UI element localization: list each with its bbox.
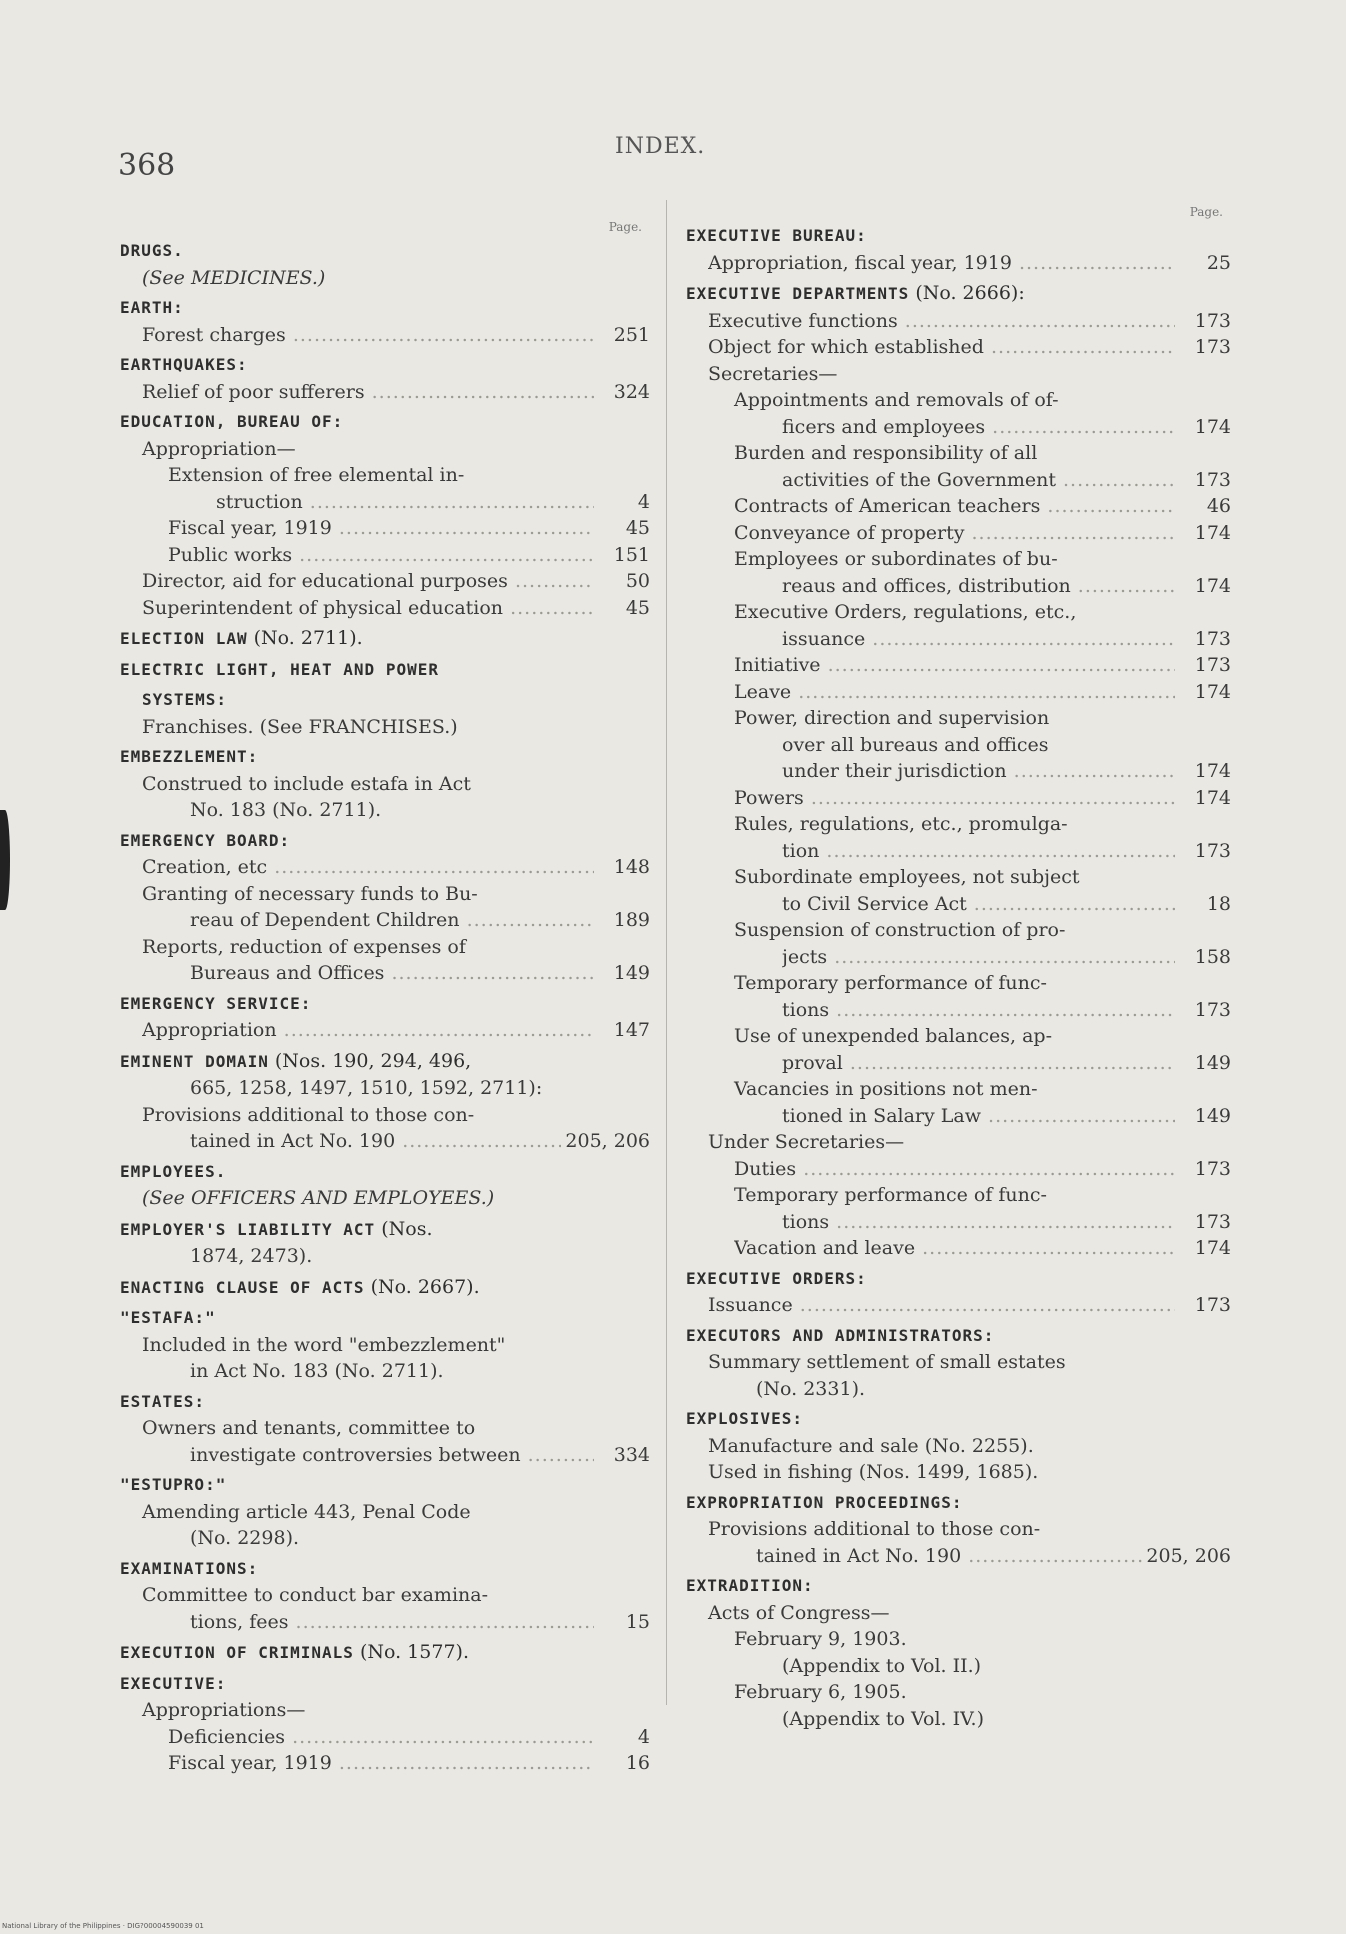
entry-page-ref: 50 [594,568,650,595]
entry-page-ref: 173 [1175,308,1231,335]
entry-page-ref: 173 [1175,652,1231,679]
entry-text: (Appendix to Vol. IV.) [782,1707,984,1730]
entry-text: EMERGENCY BOARD: [120,830,291,850]
index-heading [120,295,650,322]
index-heading [686,1490,1231,1517]
entry-page-ref: 173 [1175,467,1231,494]
index-entry [120,1724,650,1751]
entry-text: Temporary performance of func- [734,1184,1047,1206]
page-edge-shadow [0,810,10,910]
index-entry [686,1679,1231,1706]
index-entry [120,1609,650,1636]
index-entry [686,970,1231,997]
index-entry [686,1076,1231,1103]
entry-text: reaus and offices, distribution ..... [782,573,1231,600]
entry-page-ref: 173 [1175,1209,1231,1236]
index-entry [120,1332,650,1359]
entry-text: tions ..... [782,997,1231,1024]
index-entry [686,1235,1231,1262]
entry-page-ref: 334 [594,1442,650,1469]
entry-page-ref: 4 [594,1724,650,1751]
index-entry [686,573,1231,600]
entry-text: Powers ..... [734,785,1231,812]
entry-text: "ESTAFA:" [120,1308,216,1327]
index-heading [120,657,650,684]
index-entry [120,595,650,622]
entry-page-ref: 205, 206 [1142,1543,1231,1570]
entry-text: Burden and responsibility of all [734,442,1038,464]
entry-text: (See MEDICINES.) [142,266,326,289]
entry-text: Executive functions ..... [708,308,1231,335]
index-entry [686,361,1231,388]
index-entry [120,1750,650,1777]
entry-page-ref: 18 [1175,891,1231,918]
index-entry [686,1103,1231,1130]
index-entry [686,440,1231,467]
index-entry [686,944,1231,971]
index-entry [686,414,1231,441]
index-entry [686,1050,1231,1077]
entry-page-ref: 158 [1175,944,1231,971]
index-entry [686,520,1231,547]
index-entry [686,1292,1231,1319]
index-heading [120,687,650,714]
entry-text: Summary settlement of small estates [708,1351,1066,1373]
entry-text: proval ..... [782,1050,1231,1077]
index-entry [120,1075,650,1102]
entry-text: Appropriation, fiscal year, 1919 ..... [708,250,1231,277]
entry-text: EXECUTION OF CRIMINALS (No. 1577). [120,1641,469,1663]
entry-text: (No. 2331). [756,1377,866,1400]
index-entry [120,1102,650,1129]
entry-text: Reports, reduction of expenses of [142,935,466,958]
entry-text: 1874, 2473). [190,1245,313,1267]
index-entry [686,811,1231,838]
entry-text: Employees or subordinates of bu- [734,548,1058,570]
entry-text: EXECUTIVE DEPARTMENTS (No. 2666): [686,282,1025,304]
right-entries [686,223,1231,1732]
index-entry [686,1209,1231,1236]
entry-text: "ESTUPRO:" [120,1475,227,1494]
index-entry [120,854,650,881]
entry-act-number: (No. 1577). [353,1641,469,1663]
index-heading [120,1048,650,1076]
entry-text: EXECUTORS AND ADMINISTRATORS: [686,1325,995,1345]
index-entry [686,1129,1231,1156]
index-heading [686,1573,1231,1600]
entry-page-ref: 45 [594,515,650,542]
index-entry [686,334,1231,361]
entry-text: Conveyance of property ..... [734,520,1231,547]
index-heading [120,1556,650,1583]
entry-page-ref: 16 [594,1750,650,1777]
index-entry [686,732,1231,759]
index-heading [686,223,1231,250]
entry-text: No. 183 (No. 2711). [190,799,382,821]
entry-page-ref: 173 [1175,334,1231,361]
entry-text: Under Secretaries— [708,1131,905,1153]
entry-text: Bureaus and Offices ..... [190,960,650,987]
entry-text: EMPLOYER'S LIABILITY ACT (Nos. [120,1217,433,1240]
entry-text: Fiscal year, 1919 ..... [168,515,650,542]
index-heading [120,1472,650,1499]
index-entry [686,891,1231,918]
index-entry [686,785,1231,812]
scan-footer: National Library of the Philippines · DIG?00004590039 01 [2,1922,204,1930]
entry-page-ref: 174 [1175,679,1231,706]
index-entry [120,1017,650,1044]
index-entry [686,1653,1231,1680]
entry-page-ref: 174 [1175,785,1231,812]
entry-page-ref: 251 [594,322,650,349]
index-heading [120,744,650,771]
index-heading [686,1323,1231,1350]
entry-page-ref: 149 [594,960,650,987]
entry-text: EMBEZZLEMENT: [120,747,259,766]
entry-text: SYSTEMS: [142,690,228,709]
index-entry [686,1349,1231,1376]
entry-act-number: (No. 2711). [247,627,363,649]
index-entry [120,934,650,961]
entry-page-ref: 189 [594,907,650,934]
entry-text: Suspension of construction of pro- [734,919,1066,941]
index-entry [120,1442,650,1469]
entry-text: tion ..... [782,838,1231,865]
entry-text: in Act No. 183 (No. 2711). [190,1360,444,1382]
page-column-label: Page. [608,220,642,234]
index-entry [120,1358,650,1385]
index-entry [120,568,650,595]
index-heading [686,1266,1231,1293]
entry-text: Public works ..... [168,542,650,569]
entry-page-ref: 25 [1175,250,1231,277]
entry-text: ficers and employees ..... [782,414,1231,441]
entry-text: Vacation and leave ..... [734,1235,1231,1262]
entry-page-ref: 174 [1175,758,1231,785]
entry-text: Vacancies in positions not men- [734,1078,1038,1100]
entry-page-ref: 46 [1175,493,1231,520]
page-number: 368 [118,148,176,183]
index-entry [686,864,1231,891]
index-entry [686,917,1231,944]
entry-text: Director, aid for educational purposes ..... [142,568,650,595]
index-entry [686,599,1231,626]
index-heading [120,1671,650,1698]
entry-text: tained in Act No. 190 ..... [756,1543,1231,1570]
entry-text: February 9, 1903. [734,1628,907,1650]
entry-page-ref: 148 [594,854,650,881]
index-column-left [120,220,650,1777]
entry-text: EARTH: [120,298,184,317]
column-divider [666,200,667,1705]
entry-text: Contracts of American teachers ..... [734,493,1231,520]
index-entry [686,705,1231,732]
index-entry [686,1459,1231,1486]
index-heading [120,352,650,379]
entry-text: Committee to conduct bar examina- [142,1584,489,1606]
entry-page-ref: 45 [594,595,650,622]
entry-text: Rules, regulations, etc., promulga- [734,813,1068,835]
entry-text: Relief of poor sufferers ..... [142,379,650,406]
index-entry [120,1243,650,1270]
index-heading [120,625,650,653]
entry-text: Owners and tenants, committee to [142,1417,476,1439]
entry-text: Appropriation— [142,437,296,460]
entry-act-number: (Nos. [375,1217,433,1240]
entry-text: Amending article 443, Penal Code [142,1500,471,1523]
index-entry [686,679,1231,706]
entry-text: Appropriation ..... [142,1017,650,1044]
left-entries [120,238,650,1777]
entry-text: activities of the Government ..... [782,467,1231,494]
index-entry [686,387,1231,414]
entry-text: Subordinate employees, not subject [734,866,1080,888]
index-entry [120,542,650,569]
entry-text: Granting of necessary funds to Bu- [142,882,478,905]
index-column-right [686,205,1231,1732]
index-entry [120,322,650,349]
entry-text: Deficiencies ..... [168,1724,650,1751]
entry-page-ref: 174 [1175,573,1231,600]
index-entry [120,379,650,406]
entry-text: ELECTION LAW (No. 2711). [120,627,363,649]
index-entry [120,1525,650,1552]
entry-text: tained in Act No. 190 ..... [190,1128,650,1155]
entry-text: Executive Orders, regulations, etc., [734,601,1077,623]
entry-text: (No. 2298). [190,1527,300,1549]
index-entry [686,626,1231,653]
index-heading [120,1389,650,1416]
entry-text: EARTHQUAKES: [120,355,248,374]
entry-page-ref: 173 [1175,1292,1231,1319]
entry-act-number: (No. 2666): [909,282,1025,304]
index-entry [120,797,650,824]
entry-text: ELECTRIC LIGHT, HEAT AND POWER [120,659,439,679]
index-entry [686,1706,1231,1733]
entry-page-ref: 173 [1175,1156,1231,1183]
index-entry [120,1582,650,1609]
entry-text: (See OFFICERS AND EMPLOYEES.) [142,1187,495,1209]
entry-text: ENACTING CLAUSE OF ACTS (No. 2667). [120,1275,480,1298]
entry-text: Fiscal year, 1919 ..... [168,1750,650,1777]
entry-page-ref: 173 [1175,838,1231,865]
index-heading [120,238,650,265]
entry-text: EMERGENCY SERVICE: [120,993,312,1013]
entry-text: Duties ..... [734,1156,1231,1183]
entry-text: struction ..... [216,489,650,516]
entry-text: Included in the word "embezzlement" [142,1333,506,1356]
index-entry [686,493,1231,520]
entry-text: jects ..... [782,944,1231,971]
index-entry [686,546,1231,573]
entry-text: Secretaries— [708,362,838,385]
index-heading [686,1406,1231,1433]
index-entry [120,462,650,489]
index-entry [686,838,1231,865]
entry-page-ref: 174 [1175,414,1231,441]
entry-text: Extension of free elemental in- [168,464,465,486]
index-entry [686,1156,1231,1183]
index-entry [120,515,650,542]
entry-page-ref: 4 [594,489,650,516]
index-entry [686,1023,1231,1050]
index-entry [120,1185,650,1212]
entry-page-ref: 151 [594,542,650,569]
index-entry [120,714,650,741]
index-entry [686,758,1231,785]
entry-text: Construed to include estafa in Act [142,772,471,795]
index-entry [686,250,1231,277]
index-heading [120,828,650,855]
entry-text: Acts of Congress— [708,1601,890,1624]
index-heading [120,1274,650,1302]
entry-text: EXTRADITION: [686,1576,814,1595]
entry-text: Object for which established ..... [708,334,1231,361]
index-entry [120,1128,650,1155]
index-entry [120,436,650,463]
entry-text: Appropriations— [142,1699,306,1721]
entry-text: February 6, 1905. [734,1681,907,1703]
entry-page-ref: 15 [594,1609,650,1636]
index-heading [120,1305,650,1332]
entry-act-number: (No. 2667). [364,1275,480,1298]
entry-text: Provisions additional to those con- [708,1518,1041,1540]
entry-text: Forest charges ..... [142,322,650,349]
entry-page-ref: 174 [1175,1235,1231,1262]
running-head: INDEX. [615,134,706,159]
entry-text: EDUCATION, BUREAU OF: [120,412,344,431]
index-entry [686,1376,1231,1403]
entry-text: ESTATES: [120,1391,206,1411]
index-entry [120,1697,650,1724]
index-heading [120,1159,650,1186]
entry-text: EXECUTIVE: [120,1673,227,1693]
index-entry [120,1415,650,1442]
index-entry [686,1182,1231,1209]
entry-text: under their jurisdiction ..... [782,758,1231,785]
entry-text: Creation, etc ..... [142,854,650,881]
entry-text: to Civil Service Act ..... [782,891,1231,918]
entry-text: Power, direction and supervision [734,707,1050,729]
entry-text: EXPROPRIATION PROCEEDINGS: [686,1492,963,1512]
index-entry [686,1543,1231,1570]
entry-page-ref: 174 [1175,520,1231,547]
index-entry [686,652,1231,679]
index-entry [120,907,650,934]
index-entry [120,881,650,908]
index-entry [686,467,1231,494]
index-heading [120,1639,650,1667]
entry-page-ref: 149 [1175,1103,1231,1130]
index-heading [120,991,650,1018]
entry-text: Superintendent of physical education ..... [142,595,650,622]
entry-text: (Appendix to Vol. II.) [782,1654,982,1677]
index-entry [686,1433,1231,1460]
entry-text: EXECUTIVE BUREAU: [686,226,867,245]
entry-text: Use of unexpended balances, ap- [734,1025,1052,1047]
page-column-label: Page. [1189,205,1223,219]
index-heading [120,409,650,436]
entry-text: tions ..... [782,1209,1231,1236]
index-entry [686,1626,1231,1653]
entry-page-ref: 173 [1175,626,1231,653]
index-entry [120,489,650,516]
entry-text: tioned in Salary Law ..... [782,1103,1231,1130]
entry-text: Manufacture and sale (No. 2255). [708,1434,1034,1457]
entry-text: tions, fees ..... [190,1609,650,1636]
entry-text: EMINENT DOMAIN (Nos. 190, 294, 496, [120,1049,472,1072]
entry-text: 665, 1258, 1497, 1510, 1592, 2711): [190,1077,543,1099]
index-entry [120,771,650,798]
entry-page-ref: 147 [594,1017,650,1044]
index-entry [120,1499,650,1526]
index-heading [120,1216,650,1244]
entry-text: DRUGS. [120,241,184,260]
index-entry [686,308,1231,335]
entry-text: Issuance ..... [708,1292,1231,1319]
entry-act-number: (Nos. 190, 294, 496, [268,1049,472,1072]
entry-text: EXAMINATIONS: [120,1558,259,1578]
entry-text: reau of Dependent Children ..... [190,907,650,934]
entry-text: Appointments and removals of of- [734,389,1059,411]
entry-text: Used in fishing (Nos. 1499, 1685). [708,1461,1039,1483]
entry-text: issuance ..... [782,626,1231,653]
entry-page-ref: 173 [1175,997,1231,1024]
entry-text: EXECUTIVE ORDERS: [686,1268,867,1288]
entry-text: Provisions additional to those con- [142,1103,475,1126]
index-heading [686,280,1231,308]
index-entry [686,1516,1231,1543]
index-entry [120,265,650,292]
entry-page-ref: 324 [594,379,650,406]
entry-text: investigate controversies between ..... [190,1442,650,1469]
entry-text: Franchises. (See FRANCHISES.) [142,715,458,738]
entry-text: over all bureaus and offices [782,733,1049,756]
index-entry [686,1600,1231,1627]
index-entry [120,960,650,987]
entry-text: Leave ..... [734,679,1231,706]
entry-text: EMPLOYEES. [120,1161,227,1181]
entry-text: Initiative ..... [734,652,1231,679]
entry-page-ref: 149 [1175,1050,1231,1077]
entry-page-ref: 205, 206 [561,1128,650,1155]
index-entry [686,997,1231,1024]
entry-text: EXPLOSIVES: [686,1409,803,1428]
entry-text: Temporary performance of func- [734,972,1047,994]
